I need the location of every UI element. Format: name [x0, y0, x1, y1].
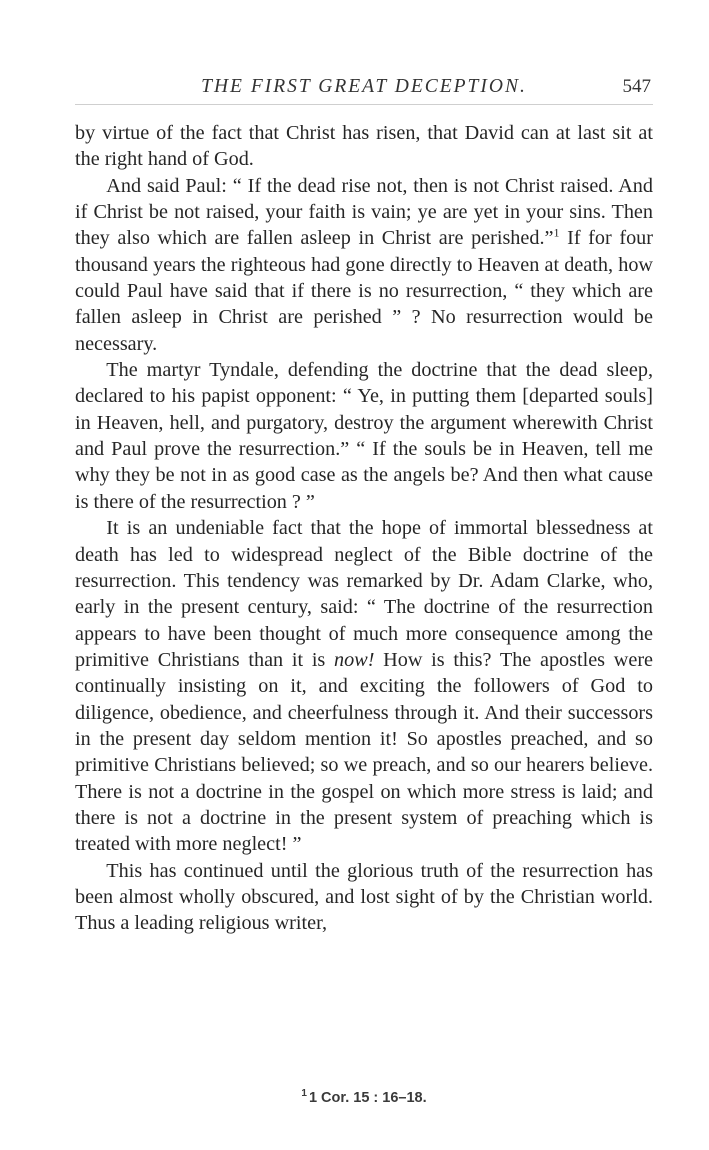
body-text	[75, 120, 653, 937]
running-title: THE FIRST GREAT DECEPTION.	[201, 76, 527, 97]
paragraph-2	[75, 173, 653, 357]
paragraph-4	[75, 515, 653, 857]
footnote-text: 1 Cor. 15 : 16–18.	[308, 1090, 427, 1106]
footnote-mark: 1	[301, 1088, 307, 1100]
paragraph-5-text: This has continued until the glorious truth of the resurrection has been almost wholly obscured, and lost sight of by the Christian world. Thus a leading religious writer,	[75, 859, 653, 935]
paragraph-1-text: by virtue of the fact that Christ has risen, that David can at last sit at the right hand of God.	[75, 122, 653, 171]
page-number: 547	[622, 76, 651, 97]
paragraph-3-text: The martyr Tyndale, defending the doctrine that the dead sleep, declared to his papist opponent: “ Ye, in putting them [departed souls] in Heaven, hell, and purgatory, destroy the argument wherewith Christ and Paul prove the resurrection.” “ If the souls be in Heaven, tell me why they be not in as good case as the angels be? And then what cause is there of the resurrection ? ”	[75, 359, 653, 513]
paragraph-5	[75, 858, 653, 937]
paragraph-2-text-a: And said Paul: “ If the dead rise not, then is not Christ raised. And if Christ be not raised, your faith is vain; ye are yet in your sins. Then they also which are fallen asleep in Christ are perished.”	[75, 174, 653, 250]
running-head	[75, 76, 653, 102]
paragraph-1	[75, 120, 653, 173]
paragraph-3	[75, 357, 653, 515]
emphasis-now: now!	[334, 648, 375, 671]
header-rule	[75, 104, 653, 105]
footnote	[75, 1090, 653, 1106]
paragraph-4-text-b: How is this? The apostles were continually insisting on it, and exciting the followers of God to diligence, obedience, and cheerfulness through it. And their successors in the present day seldom mention it! So apostles preached, and so primitive Christians believed; so we preach, and so our hearers believe. There is not a doctrine in the gospel on which more stress is laid; and there is not a doctrine in the present system of preaching which is treated with more neglect! ”	[75, 648, 654, 856]
footnote-reference: 1	[553, 225, 560, 240]
paragraph-2-text-b: If for four thousand years the righteous had gone directly to Heaven at death, how could Paul have said that if there is no resurrection, “ they which are fallen asleep in Christ are perished ” ? No resurrection would be necessary.	[75, 227, 653, 355]
paragraph-4-text-a: It is an undeniable fact that the hope of immortal blessedness at death has led to widespread neglect of the Bible doctrine of the resurrection. This tendency was remarked by Dr. Adam Clarke, who, early in the present century, said: “ The doctrine of the resurrection appears to have been thought of much more consequence among the primitive Christians than it is	[75, 517, 653, 671]
